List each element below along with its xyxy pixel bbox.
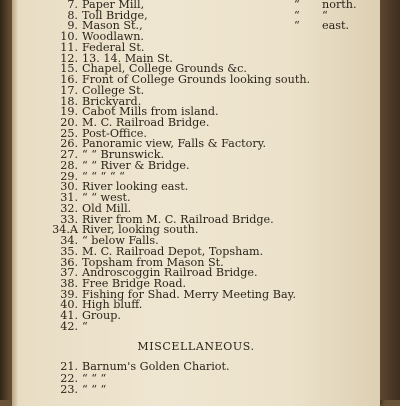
entry-number: 41. — [60, 309, 78, 323]
entry-number: 20. — [60, 116, 78, 130]
entry-number: 11. — [60, 40, 78, 54]
entry-number: 8. — [67, 8, 78, 22]
entry-number: 25. — [60, 126, 78, 140]
entry-title: River looking east. — [82, 180, 189, 194]
entry-number: 30. — [60, 180, 78, 194]
entry-number: 15. — [60, 62, 78, 76]
entry-number: 32. — [60, 201, 78, 215]
entry-ditto-mark: “ — [294, 8, 300, 22]
catalog-entry — [12, 320, 380, 333]
book-edge-left — [0, 0, 12, 400]
entry-title: “ “ River & Bridge. — [82, 158, 190, 172]
entry-number: 34.A — [52, 223, 78, 237]
entry-title: Old Mill. — [82, 201, 132, 215]
entry-title: River from M. C. Railroad Bridge. — [82, 212, 274, 226]
entry-number: 7. — [67, 0, 78, 11]
entry-number: 39. — [60, 287, 78, 301]
entry-title: Chapel, College Grounds &c. — [82, 62, 247, 76]
entry-number: 12. — [60, 51, 78, 65]
entry-number: 36. — [60, 255, 78, 269]
entry-ditto-mark: “ — [294, 19, 300, 33]
entry-title: “ — [82, 319, 88, 333]
entry-number: 42. — [60, 319, 78, 333]
entry-number: 26. — [60, 137, 78, 151]
entry-number: 9. — [67, 19, 78, 33]
entry-number: 10. — [60, 30, 78, 44]
entry-title: “ “ west. — [82, 191, 131, 205]
entry-title: Fishing for Shad. Merry Meeting Bay. — [82, 287, 297, 301]
entry-title: M. C. Railroad Bridge. — [82, 116, 210, 130]
entry-number: 34. — [60, 234, 78, 248]
entry-number: 38. — [60, 276, 78, 290]
entry-number: 23. — [60, 383, 78, 396]
catalog-page — [12, 0, 380, 406]
entry-title: Group. — [82, 309, 121, 323]
entry-title: Androscoggin Railroad Bridge. — [82, 266, 258, 280]
book-edge-right — [380, 0, 400, 400]
entry-title: M. C. Railroad Depot, Topsham. — [82, 244, 264, 258]
entry-number: 29. — [60, 169, 78, 183]
entry-title: Toll Bridge, — [82, 8, 148, 22]
entry-title: “ “ “ — [82, 371, 107, 385]
entry-number: 35. — [60, 244, 78, 258]
entry-number: 22. — [60, 371, 78, 385]
entry-title: Paper Mill, — [82, 0, 145, 11]
entry-title: Woodlawn. — [82, 30, 144, 44]
entry-title: Topsham from Mason St. — [82, 255, 224, 269]
entry-number: 31. — [60, 191, 78, 205]
entry-title: Panoramic view, Falls & Factory. — [82, 137, 267, 151]
entry-title: “ “ “ “ “ — [82, 169, 125, 183]
entry-number: 18. — [60, 94, 78, 108]
catalog-entry — [12, 383, 380, 396]
entry-number: 40. — [60, 298, 78, 312]
entry-number: 17. — [60, 83, 78, 97]
entry-direction: north. — [322, 0, 357, 11]
entry-ditto-mark: “ — [294, 0, 300, 11]
entry-title: Mason St., — [82, 19, 143, 33]
entry-title: 13. 14. Main St. — [82, 51, 173, 65]
entry-title: Post-Office. — [82, 126, 147, 140]
entry-title: Cabot Mills from island. — [82, 105, 219, 119]
entry-number: 21. — [60, 360, 78, 373]
entry-title: College St. — [82, 83, 145, 97]
entry-title: River, looking south. — [82, 223, 199, 237]
entry-title: High bluff. — [82, 298, 143, 312]
entry-title: “ below Falls. — [82, 234, 159, 248]
entry-title: Barnum's Golden Chariot. — [82, 360, 230, 373]
section-heading: MISCELLANEOUS. — [137, 340, 255, 353]
entry-direction: east. — [322, 19, 350, 33]
entry-number: 37. — [60, 266, 78, 280]
entry-title: Free Bridge Road. — [82, 276, 187, 290]
entry-title: Brickyard. — [82, 94, 142, 108]
entry-title: Front of College Grounds looking south. — [82, 73, 311, 87]
entry-number: 19. — [60, 105, 78, 119]
entry-number: 27. — [60, 148, 78, 162]
entry-title: Federal St. — [82, 40, 145, 54]
entry-number: 16. — [60, 73, 78, 87]
entry-number: 33. — [60, 212, 78, 226]
entry-direction: “ — [322, 8, 328, 22]
entry-title: “ “ “ — [82, 383, 107, 396]
entry-title: “ “ Brunswick. — [82, 148, 165, 162]
entry-number: 28. — [60, 158, 78, 172]
